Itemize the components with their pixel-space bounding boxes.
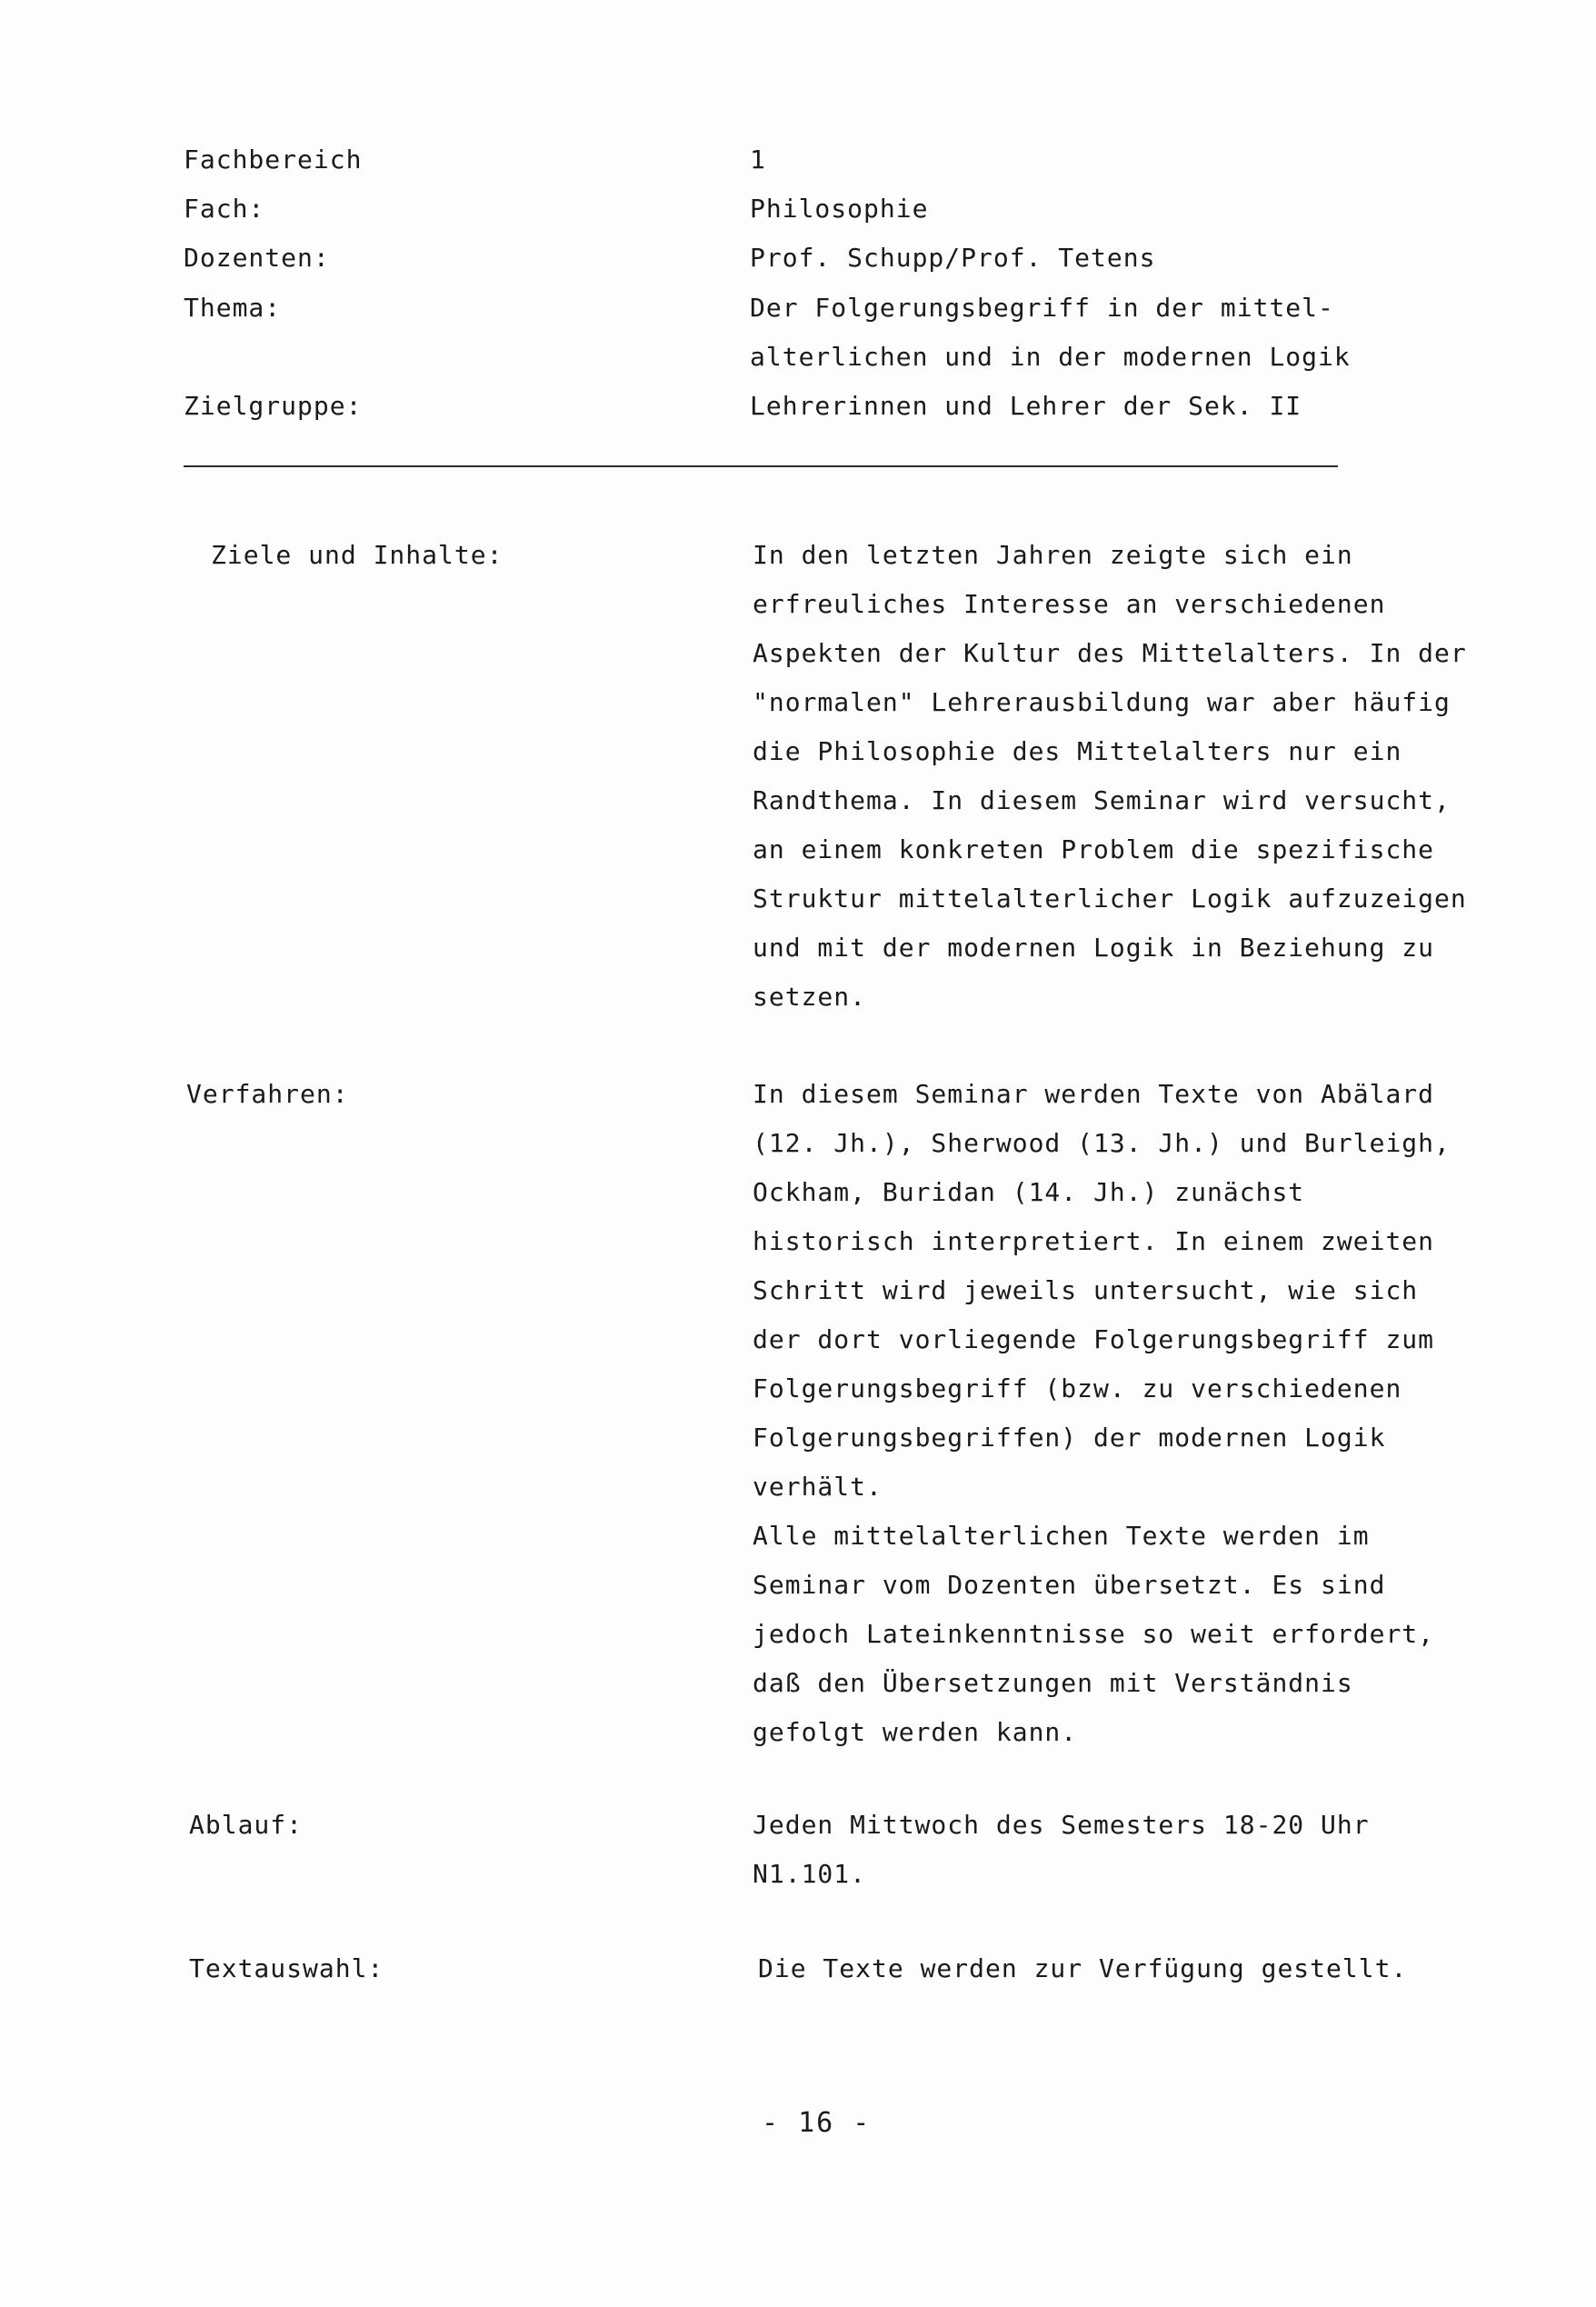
verfahren-label: Verfahren: xyxy=(186,1079,349,1109)
thema-label: Thema: xyxy=(184,293,282,323)
verfahren-line: Seminar vom Dozenten übersetzt. Es sind xyxy=(753,1570,1386,1600)
verfahren-line: jedoch Lateinkenntnisse so weit erfordert, xyxy=(753,1619,1435,1649)
page-number: - 16 - xyxy=(762,2107,872,2139)
ziele-line: "normalen" Lehrerausbildung war aber häufig xyxy=(753,687,1451,717)
ablauf-line: N1.101. xyxy=(753,1859,867,1889)
verfahren-line: (12. Jh.), Sherwood (13. Jh.) und Burleigh, xyxy=(753,1128,1451,1158)
ziele-line: setzen. xyxy=(753,982,867,1012)
verfahren-line: daß den Übersetzungen mit Verständnis xyxy=(753,1668,1353,1698)
verfahren-line: historisch interpretiert. In einem zweiten xyxy=(753,1226,1435,1256)
ziele-line: die Philosophie des Mittelalters nur ein xyxy=(753,736,1402,766)
verfahren-line: In diesem Seminar werden Texte von Abälard xyxy=(753,1079,1435,1109)
fach-label: Fach: xyxy=(184,194,265,224)
fachbereich-value: 1 xyxy=(750,145,766,175)
ziele-line: an einem konkreten Problem die spezifische xyxy=(753,834,1435,864)
ziele-line: Aspekten der Kultur des Mittelalters. In der xyxy=(753,638,1467,668)
textauswahl-line: Die Texte werden zur Verfügung gestellt. xyxy=(758,1953,1408,1983)
verfahren-line: Folgerungsbegriffen) der modernen Logik xyxy=(753,1423,1386,1453)
ziele-line: erfreuliches Interesse an verschiedenen xyxy=(753,589,1386,619)
textauswahl-label: Textauswahl: xyxy=(189,1953,384,1983)
ziele-line: und mit der modernen Logik in Beziehung zu xyxy=(753,933,1435,963)
verfahren-line: gefolgt werden kann. xyxy=(753,1717,1078,1747)
ziele-line: In den letzten Jahren zeigte sich ein xyxy=(753,540,1353,570)
dozenten-value: Prof. Schupp/Prof. Tetens xyxy=(750,243,1156,273)
separator-rule xyxy=(184,465,1338,467)
verfahren-line: Folgerungsbegriff (bzw. zu verschiedenen xyxy=(753,1373,1402,1403)
zielgruppe-label: Zielgruppe: xyxy=(184,391,363,421)
thema-line: alterlichen und in der modernen Logik xyxy=(750,342,1351,372)
dozenten-label: Dozenten: xyxy=(184,243,330,273)
ziele-line: Struktur mittelalterlicher Logik aufzuzeigen xyxy=(753,884,1467,914)
thema-line: Der Folgerungsbegriff in der mittel- xyxy=(750,293,1334,323)
ziele-line: Randthema. In diesem Seminar wird versucht, xyxy=(753,785,1451,815)
ablauf-line: Jeden Mittwoch des Semesters 18-20 Uhr xyxy=(753,1810,1370,1840)
verfahren-line: verhält. xyxy=(753,1472,883,1502)
ablauf-label: Ablauf: xyxy=(189,1810,304,1840)
ziele-label: Ziele und Inhalte: xyxy=(211,540,504,570)
fachbereich-label: Fachbereich xyxy=(184,145,363,175)
verfahren-line: Schritt wird jeweils untersucht, wie sich xyxy=(753,1275,1419,1305)
verfahren-line: Ockham, Buridan (14. Jh.) zunächst xyxy=(753,1177,1305,1207)
verfahren-line: der dort vorliegende Folgerungsbegriff zum xyxy=(753,1324,1435,1354)
verfahren-line: Alle mittelalterlichen Texte werden im xyxy=(753,1521,1370,1551)
zielgruppe-value: Lehrerinnen und Lehrer der Sek. II xyxy=(750,391,1302,421)
fach-value: Philosophie xyxy=(750,194,929,224)
